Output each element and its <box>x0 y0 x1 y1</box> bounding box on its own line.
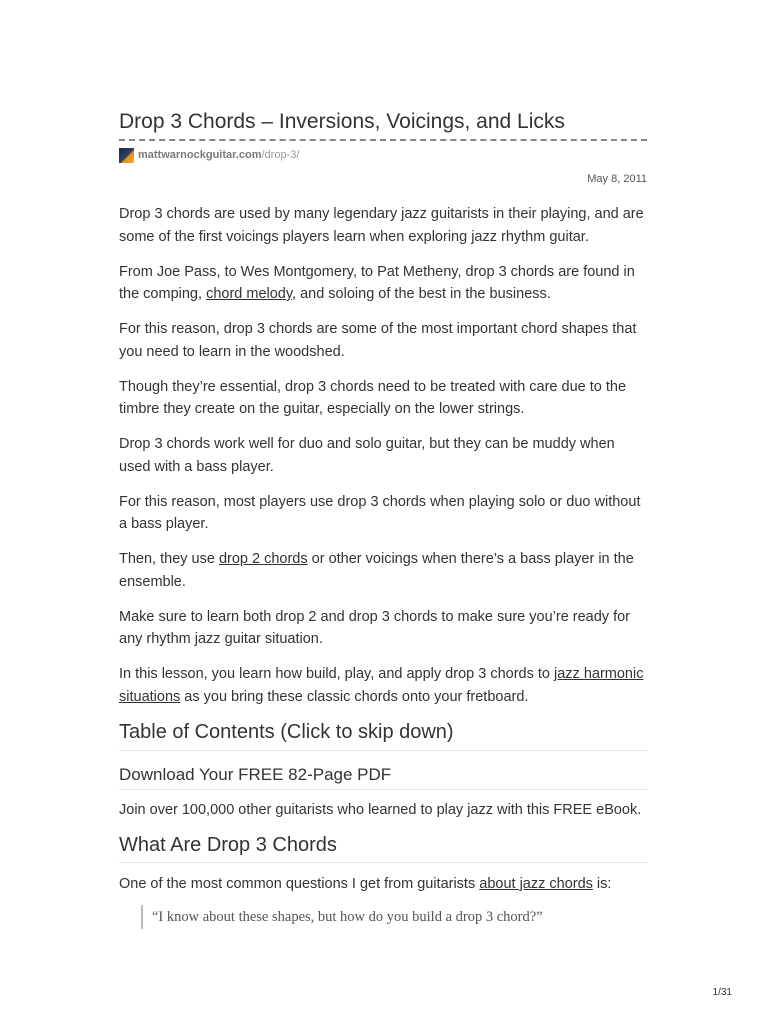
download-heading: Download Your FREE 82-Page PDF <box>119 765 647 790</box>
paragraph-drop2 <box>119 548 647 593</box>
paragraph-text: One of the most common questions I get from guitarists <box>119 875 480 892</box>
paragraph-solo: For this reason, most players use drop 3 chords when playing solo or duo without a bass player. <box>119 493 641 532</box>
source-path[interactable]: /drop-3/ <box>261 149 300 161</box>
what-are-drop-3-heading: What Are Drop 3 Chords <box>119 834 647 863</box>
drop-2-chords-link[interactable]: drop 2 chords <box>218 551 308 567</box>
jazz-harmonic-situations-link[interactable]: jazz harmonic situations <box>119 666 644 705</box>
site-favicon-icon <box>119 148 134 163</box>
paragraph-text: From Joe Pass, to Wes Montgomery, to Pat Metheny, drop 3 chords are found in the comping, <box>119 263 635 302</box>
paragraph-text: Then, they use <box>119 551 219 567</box>
paragraph-players <box>119 261 647 306</box>
toc-heading[interactable]: Table of Contents (Click to skip down) <box>119 721 647 751</box>
paragraph-intro: Drop 3 chords are used by many legendary jazz guitarists in their playing, and are some of the first voicings players learn when exploring jazz rhythm guitar. <box>119 206 644 245</box>
paragraph-duo: Drop 3 chords work well for duo and solo guitar, but they can be muddy when used with a bass player. <box>119 436 615 475</box>
article-title: Drop 3 Chords – Inversions, Voicings, and Licks <box>119 110 565 133</box>
paragraph-text: In this lesson, you learn how build, play, and apply drop 3 chords to <box>119 666 554 682</box>
paragraph-text: or other voicings when there’s a bass player in the ensemble. <box>119 551 634 590</box>
page-number: 1/31 <box>712 987 732 998</box>
chord-melody-link[interactable]: chord melody <box>206 286 293 302</box>
article-body <box>119 203 647 929</box>
about-jazz-chords-link[interactable]: about jazz chords <box>479 875 593 892</box>
publish-date: May 8, 2011 <box>587 173 647 185</box>
paragraph-text: as you bring these classic chords onto your fretboard. <box>180 688 529 705</box>
paragraph-learn-both: Make sure to learn both drop 2 and drop 3 chords to make sure you’re ready for any rhythm jazz guitar situation. <box>119 608 631 647</box>
source-line <box>119 147 299 163</box>
paragraph-importance: For this reason, drop 3 chords are some of the most important chord shapes that you need to learn in the woodshed. <box>119 321 637 360</box>
paragraph-care: Though they’re essential, drop 3 chords need to be treated with care due to the timbre they create on the guitar, especially on the lower strings. <box>119 378 627 417</box>
paragraph-question <box>119 873 647 896</box>
title-divider <box>119 139 647 141</box>
paragraph-lesson <box>119 663 647 708</box>
paragraph-text: , and soloing of the best in the business. <box>292 286 551 302</box>
download-text: Join over 100,000 other guitarists who learned to play jazz with this FREE eBook. <box>119 801 642 818</box>
paragraph-text: is: <box>592 875 612 892</box>
source-domain[interactable]: mattwarnockguitar.com <box>138 149 262 161</box>
blockquote: “I know about these shapes, but how do you build a drop 3 chord?” <box>141 905 647 929</box>
